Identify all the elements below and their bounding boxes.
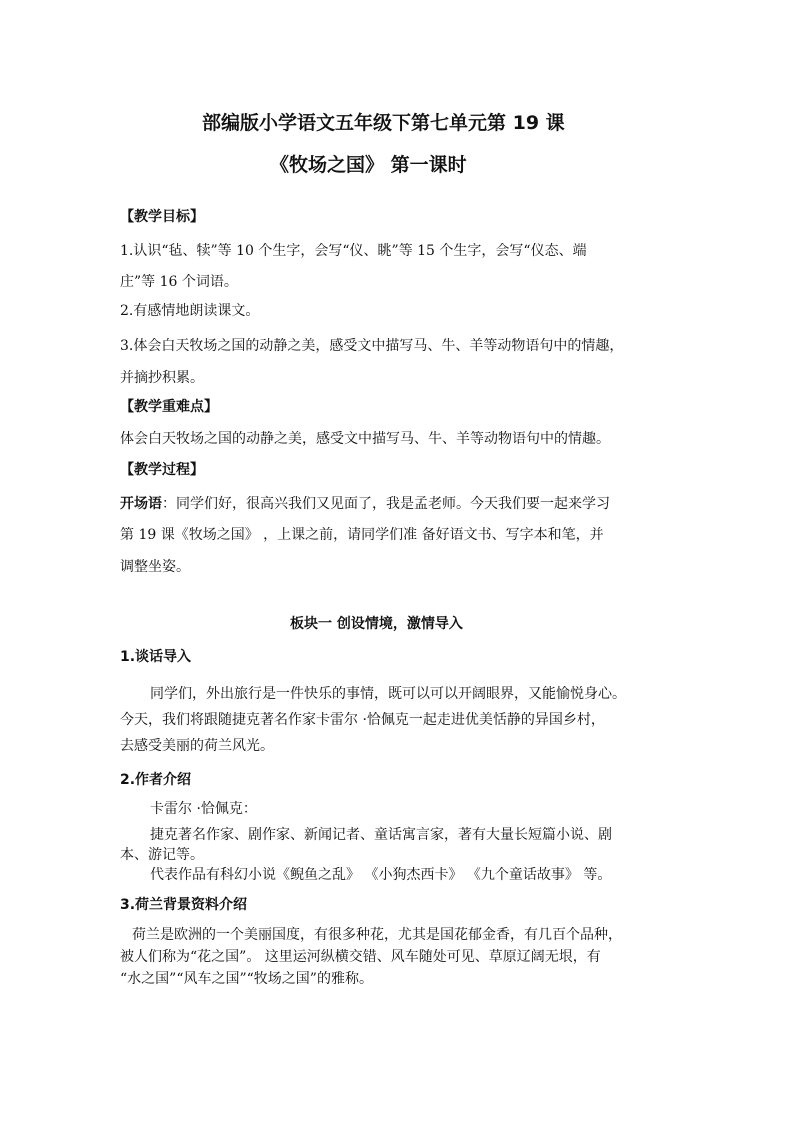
objective-3-line-2: 并摘抄积累。 <box>120 370 204 386</box>
objective-1-line-2: 庄”等 16 个词语。 <box>120 274 238 290</box>
title-line-2: 《牧场之国》 第一课时 <box>270 154 467 176</box>
objectives-heading: 【教学目标】 <box>120 209 204 225</box>
author-line-4: 代表作品有科幻小说《鲵鱼之乱》 《小狗杰西卡》 《九个童话故事》 等。 <box>150 867 612 883</box>
author-line-2: 捷克著名作家、剧作家、新闻记者、童话寓言家，著有大量长短篇小说、剧 <box>150 827 612 843</box>
author-line-1: 卡雷尔 ·恰佩克： <box>150 801 257 817</box>
talk-intro-line-2: 今天，我们将跟随捷克著名作家卡雷尔 ·恰佩克一起走进优美恬静的异国乡村， <box>120 712 605 728</box>
opening-text: ：同学们好，很高兴我们又见面了，我是孟老师。今天我们要一起来学习 <box>162 496 610 512</box>
talk-intro-line-3: 去感受美丽的荷兰风光。 <box>120 738 274 754</box>
opening-line-1 <box>120 493 610 513</box>
objective-2: 2.有感情地朗读课文。 <box>120 303 260 319</box>
author-line-3: 本、游记等。 <box>120 847 204 863</box>
key-points-text: 体会白天牧场之国的动静之美，感受文中描写马、牛、羊等动物语句中的情趣。 <box>120 431 610 447</box>
talk-intro-heading: 1.谈话导入 <box>120 649 192 665</box>
opening-label: 开场语 <box>120 496 162 512</box>
netherlands-line-2: 被人们称为“花之国”。 这里运河纵横交错、风车随处可见、草原辽阔无垠，有 <box>120 949 601 965</box>
opening-line-2: 第 19 课《牧场之国》 ，上课之前，请同学们准 备好语文书、写字本和笔，并 <box>120 527 604 543</box>
section-1-heading: 板块一 创设情境，激情导入 <box>290 616 463 632</box>
talk-intro-line-1: 同学们，外出旅行是一件快乐的事情，既可以可以开阔眼界，又能愉悦身心。 <box>150 686 626 702</box>
objective-1-line-1: 1.认识“毡、犊”等 10 个生字，会写“仪、眺”等 15 个生字，会写“仪态、端 <box>120 243 587 259</box>
objective-3-line-1: 3.体会白天牧场之国的动静之美，感受文中描写马、牛、羊等动物语句中的情趣， <box>120 338 624 354</box>
key-points-heading: 【教学重难点】 <box>120 399 218 415</box>
author-heading: 2.作者介绍 <box>120 772 192 788</box>
netherlands-line-1: 荷兰是欧洲的一个美丽国度，有很多种花，尤其是国花郁金香，有几百个品种， <box>132 927 622 943</box>
netherlands-line-3: “水之国”“风车之国”“牧场之国”的雅称。 <box>120 971 373 987</box>
process-heading: 【教学过程】 <box>120 462 204 478</box>
netherlands-heading: 3.荷兰背景资料介绍 <box>120 897 248 913</box>
opening-line-3: 调整坐姿。 <box>120 559 190 575</box>
title-line-1: 部编版小学语文五年级下第七单元第 19 课 <box>202 112 565 134</box>
